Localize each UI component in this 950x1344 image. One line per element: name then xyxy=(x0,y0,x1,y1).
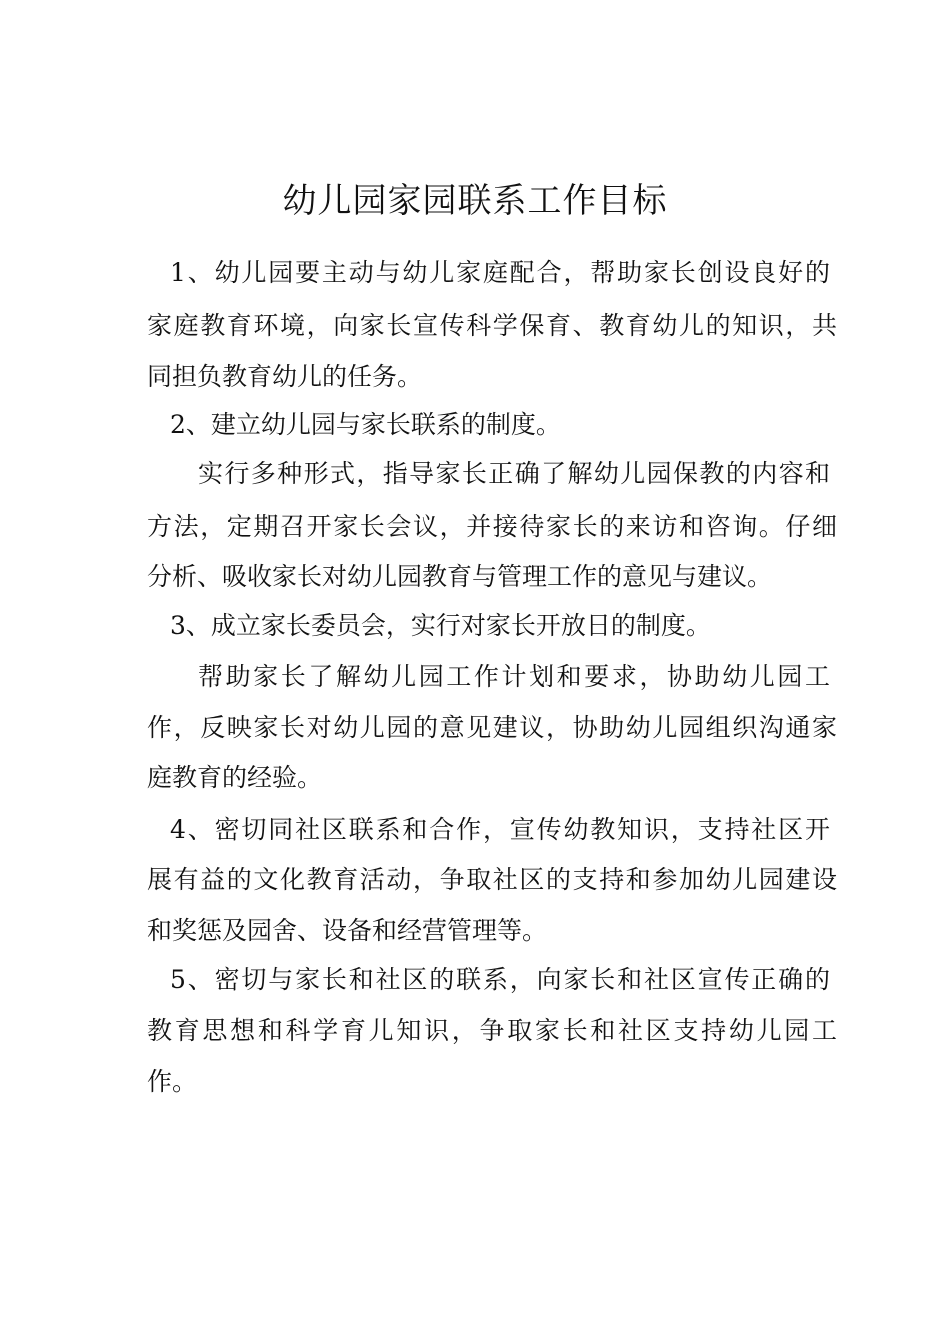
paragraph-line: 实行多种形式，指导家长正确了解幼儿园保教的内容和 xyxy=(198,459,830,488)
paragraph-line: 同担负教育幼儿的任务。 xyxy=(147,362,423,391)
paragraph-line: 庭教育的经验。 xyxy=(147,763,323,792)
paragraph-line: 和奖惩及园舍、设备和经营管理等。 xyxy=(147,916,548,945)
paragraph-line: 家庭教育环境，向家长宣传科学保育、教育幼儿的知识，共 xyxy=(147,311,837,340)
paragraph-line: 4、密切同社区联系和合作，宣传幼教知识，支持社区开 xyxy=(170,815,830,844)
paragraph-line: 2、建立幼儿园与家长联系的制度。 xyxy=(170,410,561,439)
paragraph-line: 帮助家长了解幼儿园工作计划和要求，协助幼儿园工 xyxy=(198,662,830,691)
paragraph-line: 作，反映家长对幼儿园的意见建议，协助幼儿园组织沟通家 xyxy=(147,713,837,742)
paragraph-line: 展有益的文化教育活动，争取社区的支持和参加幼儿园建设 xyxy=(147,865,837,894)
document-title: 幼儿园家园联系工作目标 xyxy=(282,181,668,221)
paragraph-line: 方法，定期召开家长会议，并接待家长的来访和咨询。仔细 xyxy=(147,512,837,541)
paragraph-line: 作。 xyxy=(147,1067,198,1096)
paragraph-line: 分析、吸收家长对幼儿园教育与管理工作的意见与建议。 xyxy=(147,562,773,591)
paragraph-line: 5、密切与家长和社区的联系，向家长和社区宣传正确的 xyxy=(170,965,830,994)
paragraph-line: 3、成立家长委员会，实行对家长开放日的制度。 xyxy=(170,611,711,640)
paragraph-line: 教育思想和科学育儿知识，争取家长和社区支持幼儿园工 xyxy=(147,1016,837,1045)
paragraph-line: 1、幼儿园要主动与幼儿家庭配合，帮助家长创设良好的 xyxy=(170,258,830,287)
